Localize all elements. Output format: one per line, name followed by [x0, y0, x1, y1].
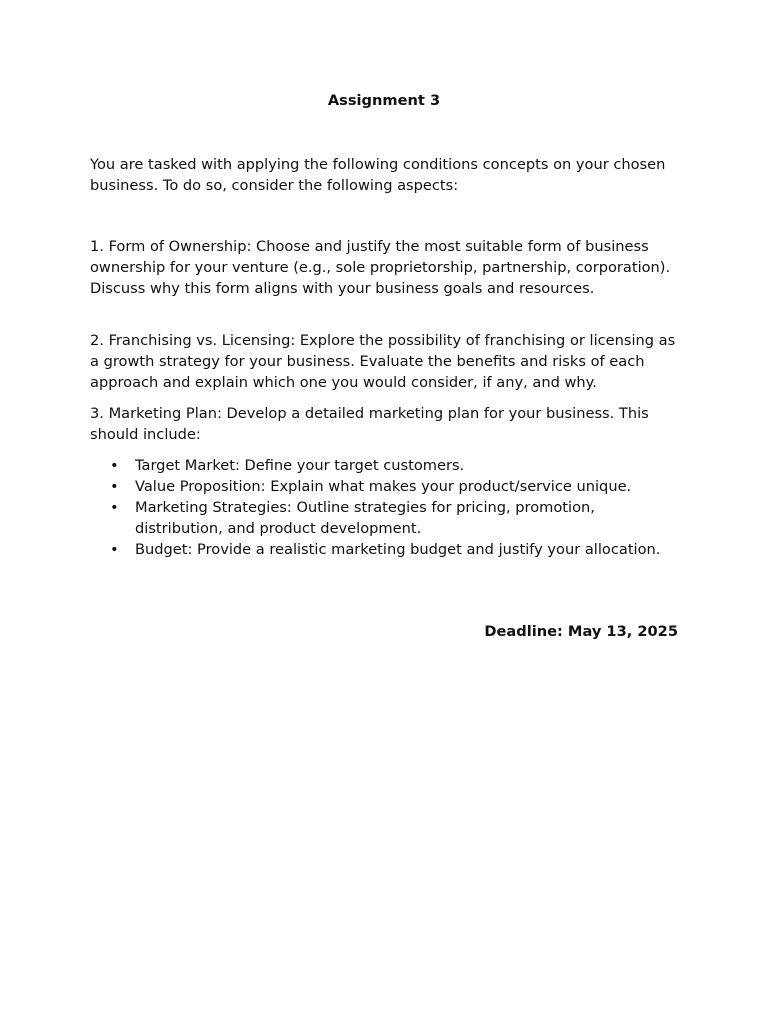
bullet-marketing-strategies	[90, 497, 680, 539]
item-franchising-vs-licensing: 2. Franchising vs. Licensing: Explore the possibility of franchising or licensing as a growth strategy for your business. Evaluate the benefits and risks of each approach and explain which one you would consider, if any, and why.	[90, 332, 676, 391]
bullet-text: Marketing Strategies: Outline strategies for pricing, promotion, distribution, and product development.	[135, 499, 595, 537]
bullet-target-market	[90, 455, 680, 476]
deadline-text: Deadline: May 13, 2025	[484, 623, 678, 640]
bullet-dot-icon: •	[110, 499, 119, 516]
intro-paragraph: You are tasked with applying the following conditions concepts on your chosen business. To do so, consider the following aspects:	[90, 156, 666, 194]
marketing-plan-bullet-list	[90, 455, 680, 560]
bullet-budget	[90, 539, 680, 560]
item-form-of-ownership: 1. Form of Ownership: Choose and justify the most suitable form of business ownership for your venture (e.g., sole proprietorship, partnership, corporation). Discuss why this form aligns with your business goals and resources.	[90, 238, 671, 297]
bullet-text: Value Proposition: Explain what makes your product/service unique.	[135, 478, 632, 495]
bullet-text: Budget: Provide a realistic marketing budget and justify your allocation.	[135, 541, 661, 558]
document-title: Assignment 3	[327, 92, 441, 109]
bullet-dot-icon: •	[110, 457, 119, 474]
bullet-value-proposition	[90, 476, 680, 497]
bullet-dot-icon: •	[110, 541, 119, 558]
bullet-text: Target Market: Define your target customers.	[135, 457, 465, 474]
bullet-dot-icon: •	[110, 478, 119, 495]
item-marketing-plan: 3. Marketing Plan: Develop a detailed marketing plan for your business. This should include:	[90, 405, 649, 443]
